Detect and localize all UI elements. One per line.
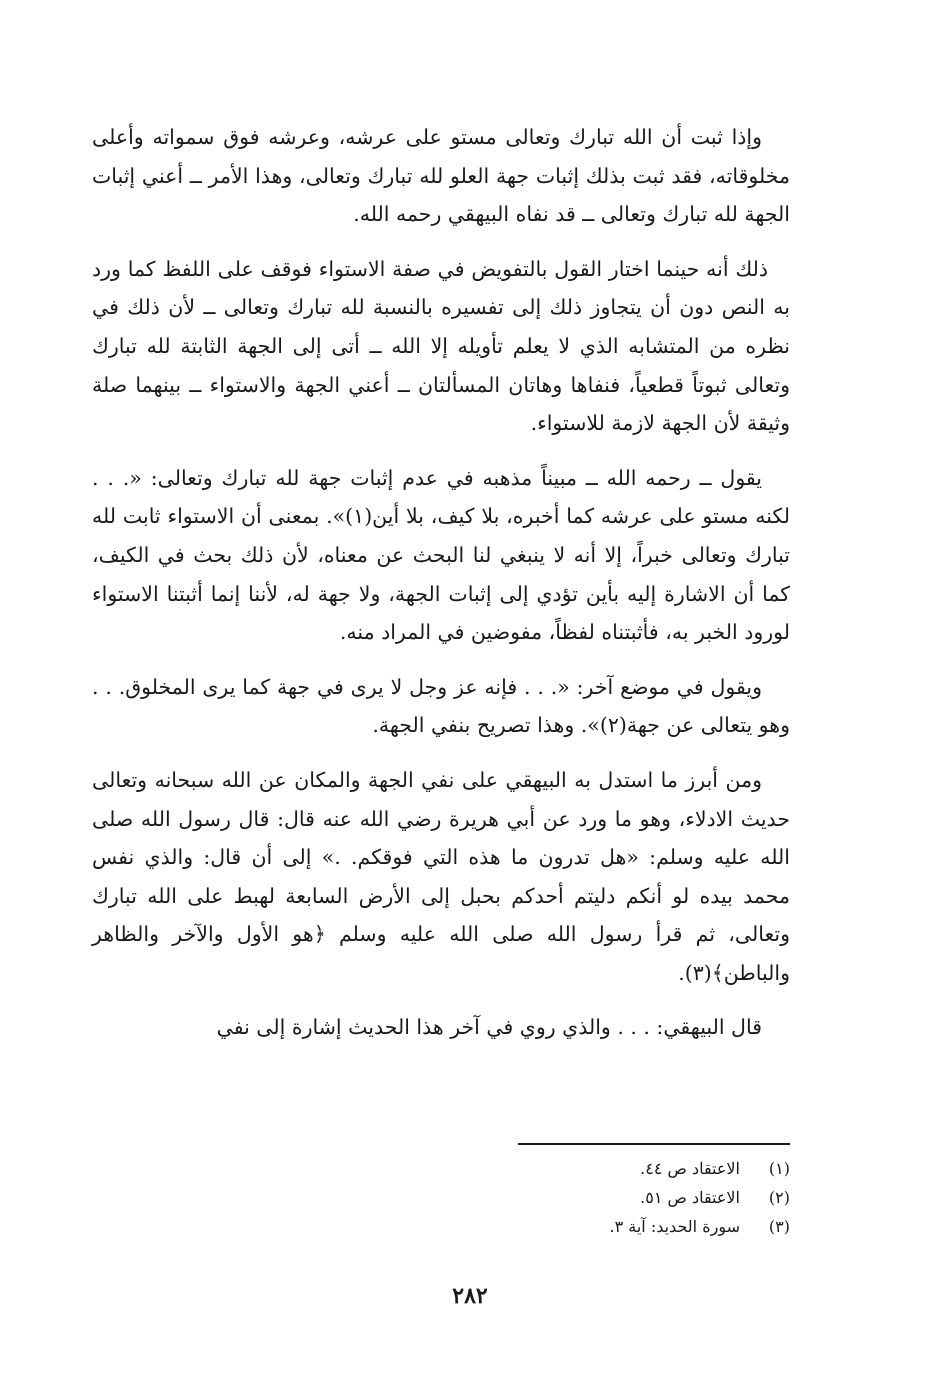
footnote-text: سورة الحديد: آية ٣. [609, 1217, 740, 1236]
paragraph: قال البيهقي: . . . والذي روي في آخر هذا الحديث إشارة إلى نفي [216, 1015, 762, 1040]
footnote-number: (١) [768, 1159, 790, 1178]
paragraph: ومن أبرز ما استدل به البيهقي على نفي الجهة والمكان عن الله سبحانه وتعالى حديث الادلاء، وهو ما ورد عن أبي هريرة رضي الله عنه قال: قال رسول الله صلى الله عليه وسلم: «هل تدرون ما هذه التي فوقكم. .» إلى أن قال: والذي نفس محمد بيده لو أنكم دليتم أحدكم بحبل إلى الأرض السابعة لهبط على الله تبارك وتعالى، ثم قرأ رسول الله صلى الله عليه وسلم ﴿هو الأول والآخر والظاهر والباطن﴾(٣). [92, 767, 790, 985]
footnote-text: الاعتقاد ص ٥١. [640, 1188, 740, 1207]
footnote-number: (٣) [768, 1217, 790, 1236]
footnote-divider [518, 1143, 790, 1145]
paragraph: ذلك أنه حينما اختار القول بالتفويض في صفة الاستواء فوقف على اللفظ كما ورد به النص دون أن يتجاوز ذلك إلى تفسيره بالنسبة لله تبارك وتعالى ــ لأن ذلك في نظره من المتشابه الذي لا يعلم تأويله إلا الله ــ أتى إلى الجهة الثابتة لله تبارك وتعالى ثبوتاً قطعياً، فنفاها وهاتان المسألتان ــ أعني الجهة والاستواء ــ بينهما صلة وثيقة لأن الجهة لازمة للاستواء. [92, 256, 790, 436]
paragraph: يقول ــ رحمه الله ــ مبيناً مذهبه في عدم إثبات جهة لله تبارك وتعالى: «. . . لكنه مستو على عرشه كما أخبره، بلا كيف، بلا أين(١)». بمعنى أن الاستواء ثابت لله تبارك وتعالى خبراً، إلا أنه لا ينبغي لنا البحث عن معناه، لأن ذلك بحث في الكيف، كما أن الاشارة إليه بأين تؤدي إلى إثبات الجهة، ولا جهة له، لأننا إنما أثبتنا الاستواء لورود الخبر به، فأثبتناه لفظاً، مفوضين في المراد منه. [92, 465, 791, 645]
page-number: ٢٨٢ [452, 1283, 488, 1309]
paragraph: وإذا ثبت أن الله تبارك وتعالى مستو على عرشه، وعرشه فوق سمواته وأعلى مخلوقاته، فقد ثبت بذلك إثبات جهة العلو لله تبارك وتعالى، وهذا الأمر ــ أعني إثبات الجهة لله تبارك وتعالى ــ قد نفاه البيهقي رحمه الله. [92, 125, 790, 227]
footnote [380, 1154, 790, 1183]
footnotes [380, 1154, 790, 1241]
footnote-number: (٢) [768, 1188, 790, 1207]
footnote [380, 1212, 790, 1241]
paragraph: ويقول في موضع آخر: «. . . فإنه عز وجل لا يرى في جهة كما يرى المخلوق. . . وهو يتعالى عن جهة(٢)». وهذا تصريح بنفي الجهة. [92, 674, 790, 738]
footnote-text: الاعتقاد ص ٤٤. [640, 1159, 740, 1178]
footnote [380, 1183, 790, 1212]
body-text [92, 118, 790, 1047]
